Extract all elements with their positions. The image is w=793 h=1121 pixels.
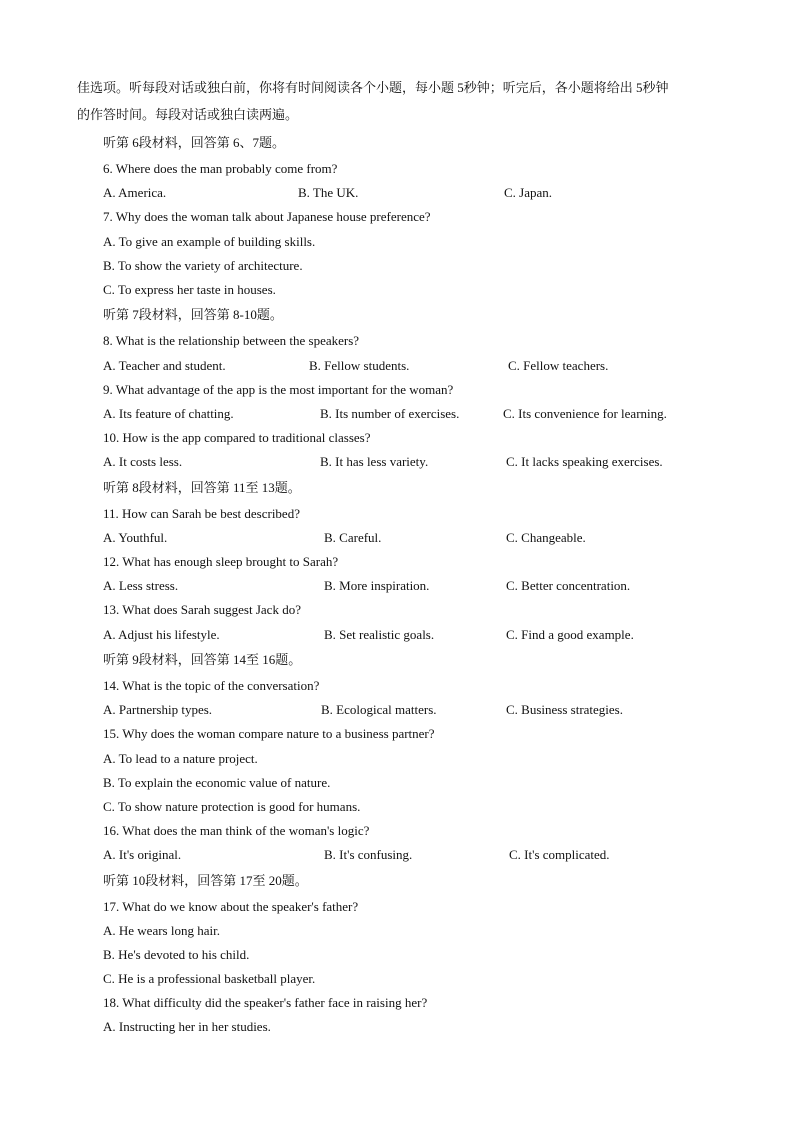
- question-14-option-a: A. Partnership types.: [103, 702, 213, 717]
- question-10-option-c: C. It lacks speaking exercises.: [506, 454, 663, 469]
- question-14-option-b: B. Ecological matters.: [321, 702, 437, 717]
- question-11-stem: 11. How can Sarah be best described?: [103, 506, 300, 521]
- section-heading-10: 听第 10段材料，回答第 17至 20题。: [103, 873, 308, 888]
- section-heading-7: 听第 7段材料，回答第 8-10题。: [103, 307, 283, 322]
- question-15-option-b: B. To explain the economic value of nature.: [103, 775, 331, 790]
- question-12-option-a: A. Less stress.: [103, 578, 179, 593]
- question-15-option-c: C. To show nature protection is good for humans.: [103, 799, 361, 814]
- question-8-option-a: A. Teacher and student.: [103, 358, 226, 373]
- question-12-stem: 12. What has enough sleep brought to Sarah?: [103, 554, 339, 569]
- question-13-stem: 13. What does Sarah suggest Jack do?: [103, 602, 301, 617]
- question-13-option-c: C. Find a good example.: [506, 627, 634, 642]
- question-18-stem: 18. What difficulty did the speaker's father face in raising her?: [103, 995, 428, 1010]
- question-17-option-c: C. He is a professional basketball player.: [103, 971, 316, 986]
- question-14-stem: 14. What is the topic of the conversation?: [103, 678, 320, 693]
- question-12-option-b: B. More inspiration.: [324, 578, 430, 593]
- question-8-option-b: B. Fellow students.: [309, 358, 410, 373]
- question-6-option-a: A. America.: [103, 185, 167, 200]
- question-17-stem: 17. What do we know about the speaker's father?: [103, 899, 359, 914]
- question-10-option-b: B. It has less variety.: [320, 454, 429, 469]
- question-13-option-a: A. Adjust his lifestyle.: [103, 627, 220, 642]
- question-11-option-c: C. Changeable.: [506, 530, 586, 545]
- question-11-option-b: B. Careful.: [324, 530, 382, 545]
- question-15-option-a: A. To lead to a nature project.: [103, 751, 258, 766]
- question-7-option-b: B. To show the variety of architecture.: [103, 258, 303, 273]
- question-10-option-a: A. It costs less.: [103, 454, 183, 469]
- question-15-stem: 15. Why does the woman compare nature to a business partner?: [103, 726, 435, 741]
- section-heading-9: 听第 9段材料，回答第 14至 16题。: [103, 652, 302, 667]
- section-heading-6: 听第 6段材料，回答第 6、7题。: [103, 135, 286, 150]
- question-9-option-c: C. Its convenience for learning.: [503, 406, 667, 421]
- question-7-option-c: C. To express her taste in houses.: [103, 282, 276, 297]
- question-16-option-a: A. It's original.: [103, 847, 182, 862]
- question-17-option-a: A. He wears long hair.: [103, 923, 220, 938]
- question-7-stem: 7. Why does the woman talk about Japanese house preference?: [103, 209, 431, 224]
- question-16-stem: 16. What does the man think of the woman's logic?: [103, 823, 370, 838]
- question-13-option-b: B. Set realistic goals.: [324, 627, 435, 642]
- question-6-option-b: B. The UK.: [298, 185, 359, 200]
- question-9-stem: 9. What advantage of the app is the most important for the woman?: [103, 382, 454, 397]
- question-14-option-c: C. Business strategies.: [506, 702, 623, 717]
- question-9-option-b: B. Its number of exercises.: [320, 406, 460, 421]
- intro-line-1: 佳选项。听每段对话或独白前，你将有时间阅读各个小题，每小题 5秒钟；听完后，各小题将给出 5秒钟: [77, 80, 669, 95]
- question-16-option-c: C. It's complicated.: [509, 847, 610, 862]
- question-8-option-c: C. Fellow teachers.: [508, 358, 609, 373]
- intro-line-2: 的作答时间。每段对话或独白读两遍。: [77, 107, 299, 122]
- question-11-option-a: A. Youthful.: [103, 530, 168, 545]
- question-7-option-a: A. To give an example of building skills.: [103, 234, 316, 249]
- question-18-option-a: A. Instructing her in her studies.: [103, 1019, 271, 1034]
- question-9-option-a: A. Its feature of chatting.: [103, 406, 234, 421]
- question-16-option-b: B. It's confusing.: [324, 847, 413, 862]
- question-6-option-c: C. Japan.: [504, 185, 553, 200]
- question-8-stem: 8. What is the relationship between the speakers?: [103, 333, 360, 348]
- question-12-option-c: C. Better concentration.: [506, 578, 631, 593]
- question-10-stem: 10. How is the app compared to traditional classes?: [103, 430, 371, 445]
- question-17-option-b: B. He's devoted to his child.: [103, 947, 250, 962]
- section-heading-8: 听第 8段材料，回答第 11至 13题。: [103, 480, 301, 495]
- question-6-stem: 6. Where does the man probably come from?: [103, 161, 338, 176]
